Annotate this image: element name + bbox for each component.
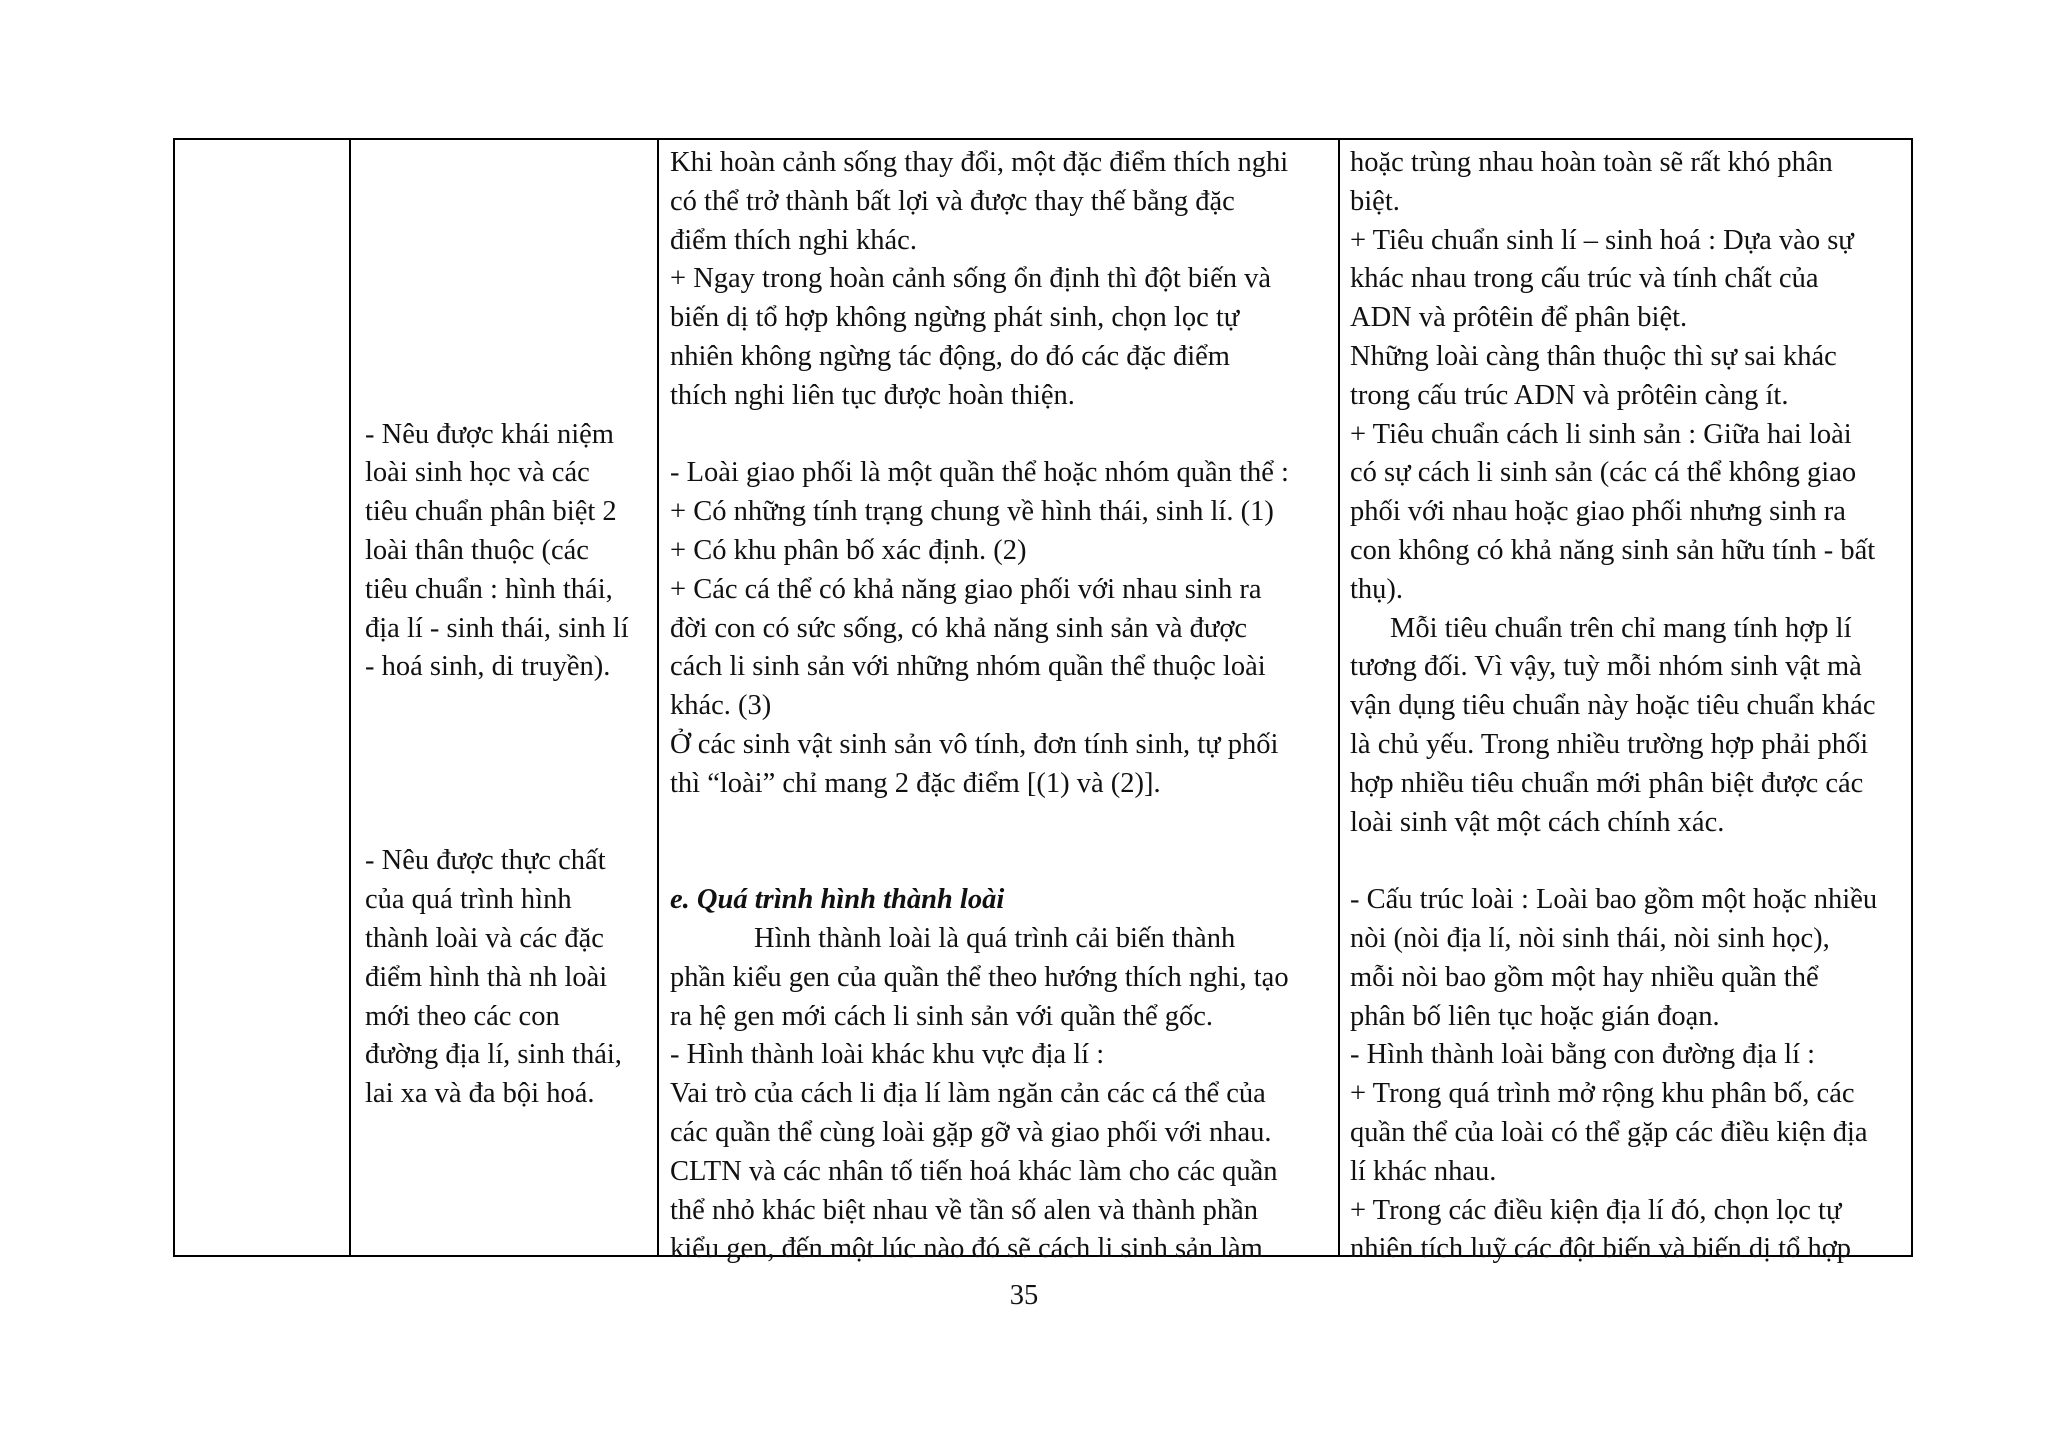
section-heading: e. Quá trình hình thành loài xyxy=(670,884,1005,916)
objective-line: điểm hình thà nh loài xyxy=(365,961,608,993)
notes-line: lí khác nhau. xyxy=(1350,1155,1497,1187)
content-line: kiểu gen, đến một lúc nào đó sẽ cách li sinh sản làm xyxy=(670,1233,1263,1265)
objective-line: - hoá sinh, di truyền). xyxy=(365,651,611,683)
notes-line: phân bố liên tục hoặc gián đoạn. xyxy=(1350,1000,1720,1032)
notes-line: Những loài càng thân thuộc thì sự sai khác xyxy=(1350,340,1837,372)
notes-line: thụ). xyxy=(1350,573,1404,605)
column-content xyxy=(670,144,1289,1269)
objective-line: - Nêu được thực chất xyxy=(365,845,606,877)
content-line: - Hình thành loài khác khu vực địa lí : xyxy=(670,1039,1105,1071)
spacer xyxy=(365,299,629,338)
notes-line: vận dụng tiêu chuẩn này hoặc tiêu chuẩn khác xyxy=(1350,690,1876,722)
content-line: điểm thích nghi khác. xyxy=(670,224,917,256)
spacer xyxy=(365,144,629,183)
spacer xyxy=(365,222,629,261)
notes-line: biệt. xyxy=(1350,185,1400,217)
spacer xyxy=(365,726,629,765)
content-line: + Ngay trong hoàn cảnh sống ổn định thì đột biến và xyxy=(670,263,1272,295)
content-line: biến dị tổ hợp không ngừng phát sinh, chọn lọc tự xyxy=(670,302,1240,334)
objective-line: đường địa lí, sinh thái, xyxy=(365,1039,622,1071)
spacer xyxy=(365,377,629,416)
objective-line: loài thân thuộc (các xyxy=(365,534,589,566)
content-line: Ở các sinh vật sinh sản vô tính, đơn tính sinh, tự phối xyxy=(670,728,1279,760)
notes-line: quần thể của loài có thể gặp các điều kiện địa xyxy=(1350,1116,1868,1148)
notes-line: loài sinh vật một cách chính xác. xyxy=(1350,806,1725,838)
content-line: đời con có sức sống, có khả năng sinh sản và được xyxy=(670,612,1248,644)
content-line: các quần thể cùng loài gặp gỡ và giao phối với nhau. xyxy=(670,1116,1272,1148)
content-line: ra hệ gen mới cách li sinh sản với quần thể gốc. xyxy=(670,1000,1213,1032)
notes-indented-line: Mỗi tiêu chuẩn trên chỉ mang tính hợp lí xyxy=(1390,612,1852,644)
column-divider-1 xyxy=(349,140,351,1255)
content-line: thể nhỏ khác biệt nhau về tần số alen và thành phần xyxy=(670,1194,1259,1226)
objective-line: lai xa và đa bội hoá. xyxy=(365,1078,595,1110)
objective-line: tiêu chuẩn : hình thái, xyxy=(365,573,613,605)
notes-line: - Hình thành loài bằng con đường địa lí : xyxy=(1350,1039,1816,1071)
content-line: có thể trở thành bất lợi và được thay thế bằng đặc xyxy=(670,185,1235,217)
section-intro-line: Hình thành loài là quá trình cải biến thành xyxy=(754,922,1236,954)
content-table xyxy=(173,138,1913,1265)
content-line xyxy=(670,804,1289,843)
notes-line: + Trong quá trình mở rộng khu phân bố, các xyxy=(1350,1078,1855,1110)
spacer xyxy=(365,765,629,804)
spacer xyxy=(365,183,629,222)
content-line: thích nghi liên tục được hoàn thiện. xyxy=(670,379,1075,411)
notes-line: hợp nhiều tiêu chuẩn mới phân biệt được các xyxy=(1350,767,1864,799)
content-line: + Có khu phân bố xác định. (2) xyxy=(670,534,1027,566)
notes-line: hoặc trùng nhau hoàn toàn sẽ rất khó phân xyxy=(1350,147,1833,178)
column-divider-3 xyxy=(1338,140,1340,1255)
content-line: cách li sinh sản với những nhóm quần thể thuộc loài xyxy=(670,651,1266,683)
objective-line: loài sinh học và các xyxy=(365,457,590,489)
notes-line: con không có khả năng sinh sản hữu tính - bất xyxy=(1350,534,1876,566)
content-line: khác. (3) xyxy=(670,690,772,722)
objective-line: của quá trình hình xyxy=(365,884,572,916)
notes-line: có sự cách li sinh sản (các cá thể không giao xyxy=(1350,457,1857,489)
content-line: thì “loài” chỉ mang 2 đặc điểm [(1) và (2)]. xyxy=(670,767,1161,799)
column-divider-2 xyxy=(657,140,659,1255)
spacer xyxy=(365,338,629,377)
page-number: 35 xyxy=(1009,1280,1039,1311)
notes-line: khác nhau trong cấu trúc và tính chất của xyxy=(1350,263,1819,295)
spacer xyxy=(365,687,629,726)
column-objectives xyxy=(365,144,629,1114)
notes-line: nhiên tích luỹ các đột biến và biến dị tổ hợp xyxy=(1350,1233,1852,1265)
objective-line: mới theo các con xyxy=(365,1000,560,1032)
notes-line: ADN và prôtêin để phân biệt. xyxy=(1350,302,1688,334)
notes-line: tương đối. Vì vậy, tuỳ mỗi nhóm sinh vật mà xyxy=(1350,651,1862,683)
notes-line: nòi (nòi địa lí, nòi sinh thái, nòi sinh học), xyxy=(1350,922,1830,954)
content-line: + Các cá thể có khả năng giao phối với nhau sinh ra xyxy=(670,573,1262,605)
content-line: CLTN và các nhân tố tiến hoá khác làm cho các quần xyxy=(670,1155,1278,1187)
notes-line: + Trong các điều kiện địa lí đó, chọn lọc tự xyxy=(1350,1194,1842,1226)
notes-line: là chủ yếu. Trong nhiều trường hợp phải phối xyxy=(1350,728,1869,760)
objective-line: tiêu chuẩn phân biệt 2 xyxy=(365,496,617,528)
notes-line: phối với nhau hoặc giao phối nhưng sinh ra xyxy=(1350,496,1846,528)
notes-line: + Tiêu chuẩn sinh lí – sinh hoá : Dựa vào sự xyxy=(1350,224,1854,256)
notes-line xyxy=(1350,842,1877,881)
spacer xyxy=(365,804,629,843)
objective-line: địa lí - sinh thái, sinh lí xyxy=(365,612,629,644)
content-line: nhiên không ngừng tác động, do đó các đặc điểm xyxy=(670,340,1230,372)
spacer xyxy=(365,260,629,299)
content-line xyxy=(670,842,1289,881)
notes-line: - Cấu trúc loài : Loài bao gồm một hoặc nhiều xyxy=(1350,884,1878,916)
objective-line: thành loài và các đặc xyxy=(365,922,604,954)
content-line: Vai trò của cách li địa lí làm ngăn cản các cá thể của xyxy=(670,1078,1266,1110)
column-notes xyxy=(1350,144,1877,1269)
content-line: phần kiểu gen của quần thể theo hướng thích nghi, tạo xyxy=(670,961,1289,993)
notes-line: + Tiêu chuẩn cách li sinh sản : Giữa hai loài xyxy=(1350,418,1852,450)
content-line: Khi hoàn cảnh sống thay đổi, một đặc điểm thích nghi xyxy=(670,147,1289,178)
content-line: + Có những tính trạng chung về hình thái, sinh lí. (1) xyxy=(670,496,1274,528)
objective-line: - Nêu được khái niệm xyxy=(365,418,614,450)
content-line: - Loài giao phối là một quần thể hoặc nhóm quần thể : xyxy=(670,457,1289,489)
notes-line: mỗi nòi bao gồm một hay nhiều quần thể xyxy=(1350,961,1819,993)
content-line xyxy=(670,416,1289,455)
notes-line: trong cấu trúc ADN và prôtêin càng ít. xyxy=(1350,379,1789,411)
